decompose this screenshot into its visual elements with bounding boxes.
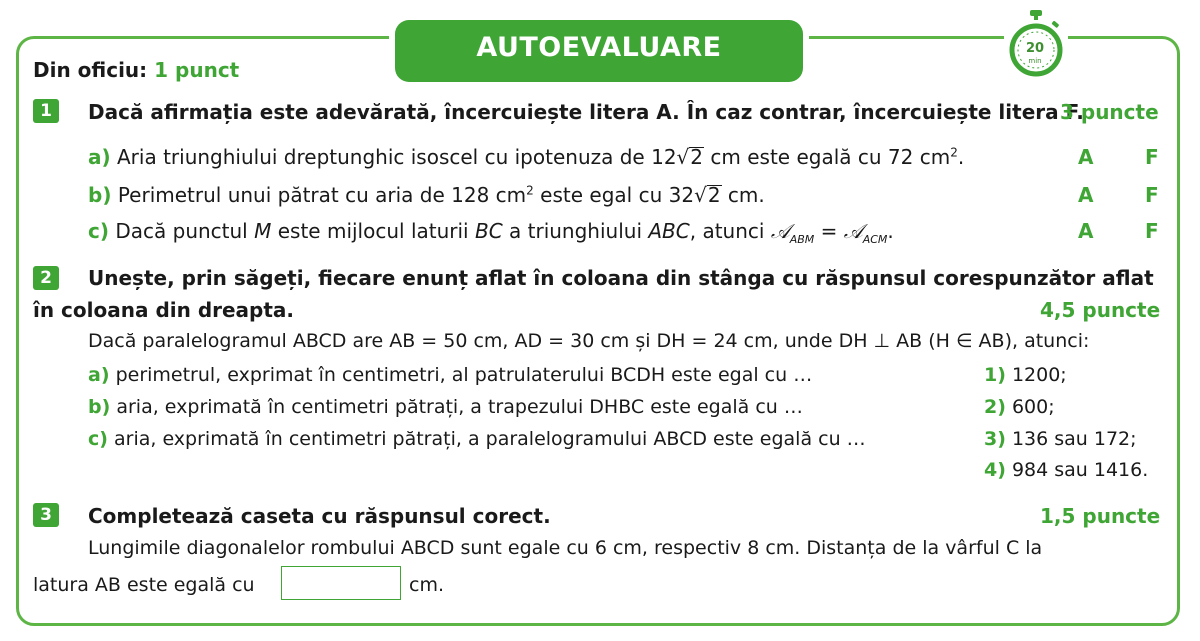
item-1c [88, 219, 894, 246]
item-text: , atunci [689, 219, 765, 243]
section-3-line-2-before: latura AB este egală cu [33, 574, 255, 596]
item-letter: c) [88, 428, 108, 450]
option-a-1a[interactable]: A [1078, 145, 1094, 169]
oficiu-points: 1 punct [154, 58, 240, 82]
item-letter: a) [88, 145, 111, 169]
item-text: aria, exprimată în centimetri pătrați, a trapezului DHBC este egală cu … [116, 396, 803, 418]
section-3-number: 3 [33, 503, 59, 527]
item-1a [88, 145, 964, 169]
section-2-points: 4,5 puncte [1040, 298, 1161, 322]
sqrt-sign: √ [676, 145, 690, 169]
timer-value: 20 [1025, 41, 1045, 56]
exponent: 2 [950, 145, 958, 160]
punctuation: . [957, 145, 965, 169]
item-letter: b) [88, 183, 112, 207]
sqrt-radicand: 2 [707, 183, 721, 207]
area-symbol: 𝒜 [843, 219, 863, 243]
section-1-number: 1 [33, 99, 59, 123]
section-2-number: 2 [33, 266, 59, 290]
item-letter: c) [88, 219, 109, 243]
subscript: ACM [862, 233, 888, 246]
item-text: Aria triunghiului dreptunghic isoscel cu ipotenuza de [117, 145, 645, 169]
punctuation: . [887, 219, 894, 243]
area-symbol: 𝒜 [770, 219, 790, 243]
math-var: ABC [648, 219, 690, 243]
section-3-instruction: Completează caseta cu răspunsul corect. [88, 504, 551, 528]
sqrt-coef: 12 [651, 145, 677, 169]
section-3-line-2-after: cm. [409, 574, 444, 596]
item-number: 2) [984, 396, 1006, 418]
item-text: este mijlocul laturii [277, 219, 469, 243]
item-number: 3) [984, 428, 1006, 450]
right-item-2 [984, 396, 1055, 418]
equals-sign: = [820, 219, 838, 243]
oficiu-row [33, 58, 239, 82]
section-1-instruction: Dacă afirmația este adevărată, încercuiește litera A. În caz contrar, încercuiește litera F. [88, 100, 1084, 124]
item-text: Dacă punctul [115, 219, 248, 243]
left-item-b [88, 396, 803, 418]
right-item-4 [984, 459, 1148, 481]
option-f-1b[interactable]: F [1145, 183, 1159, 207]
item-text: perimetrul, exprimat în centimetri, al patrulaterului BCDH este egal cu … [115, 364, 813, 386]
math-var: BC [474, 219, 503, 243]
item-number: 4) [984, 459, 1006, 481]
section-2-premise: Dacă paralelogramul ABCD are AB = 50 cm, AD = 30 cm și DH = 24 cm, unde DH ⊥ AB (H ∈ AB), atunci: [88, 330, 1090, 352]
option-a-1b[interactable]: A [1078, 183, 1094, 207]
right-item-3 [984, 428, 1137, 450]
answer-box[interactable] [281, 566, 401, 600]
left-item-a [88, 364, 812, 386]
sqrt-sign: √ [694, 183, 707, 207]
timer-unit: min [1028, 57, 1042, 65]
item-text: aria, exprimată în centimetri pătrați, a paralelogramului ABCD este egală cu … [114, 428, 866, 450]
item-text: cm. [727, 183, 765, 207]
item-1b [88, 183, 765, 207]
option-f-1c[interactable]: F [1145, 219, 1159, 243]
exponent: 2 [526, 183, 534, 198]
right-item-1 [984, 364, 1067, 386]
item-text: a triunghiului [509, 219, 642, 243]
sqrt-radicand: 2 [690, 145, 704, 169]
section-1-points: 3 puncte [1060, 100, 1159, 124]
section-3-line-1: Lungimile diagonalelor rombului ABCD sunt egale cu 6 cm, respectiv 8 cm. Distanța de la vârful C la [88, 537, 1043, 559]
section-2-instruction-2: în coloana din dreapta. [33, 298, 295, 322]
item-number: 1) [984, 364, 1006, 386]
banner-title: AUTOEVALUARE [476, 32, 722, 63]
math-var: M [254, 219, 272, 243]
section-3-points: 1,5 puncte [1040, 504, 1161, 528]
item-text: 1200; [1011, 364, 1067, 386]
subscript: ABM [789, 233, 815, 246]
item-text: cm este egală cu 72 cm [710, 145, 951, 169]
left-item-c [88, 428, 866, 450]
item-text: este egal cu [540, 183, 663, 207]
item-text: 984 sau 1416. [1011, 459, 1149, 481]
item-text: 600; [1011, 396, 1055, 418]
item-text: Perimetrul unui pătrat cu aria de 128 cm [117, 183, 527, 207]
option-f-1a[interactable]: F [1145, 145, 1159, 169]
oficiu-label: Din oficiu: [33, 58, 148, 82]
sqrt-coef: 32 [668, 183, 695, 207]
item-letter: b) [88, 396, 111, 418]
item-text: 136 sau 172; [1011, 428, 1137, 450]
option-a-1c[interactable]: A [1078, 219, 1094, 243]
section-2-instruction-1: Unește, prin săgeți, fiecare enunț aflat în coloana din stânga cu răspunsul corespunzător aflat [88, 266, 1154, 290]
item-letter: a) [88, 364, 110, 386]
title-banner [395, 20, 803, 82]
